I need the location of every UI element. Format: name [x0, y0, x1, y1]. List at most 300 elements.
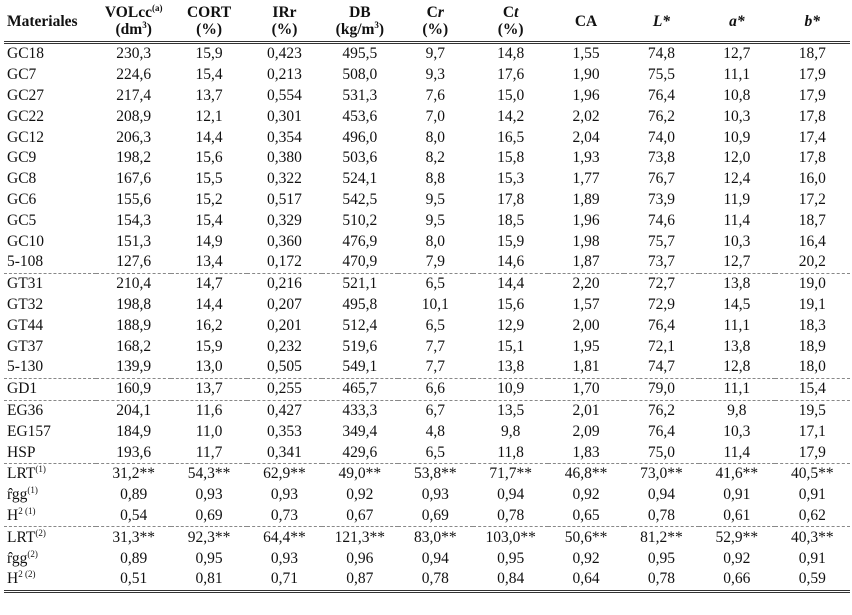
table-cell: 10,3	[723, 422, 751, 440]
table-cell: 2,02	[572, 107, 600, 125]
table-cell: 1,81	[572, 358, 600, 376]
row-label	[4, 400, 96, 421]
row-label-text: r̂gg	[7, 549, 28, 567]
table-cell: 6,5	[425, 316, 445, 334]
row-label	[4, 127, 96, 148]
table-cell: 9,8	[500, 422, 521, 440]
table-cell: 18,7	[798, 45, 826, 63]
table-cell: 160,9	[116, 380, 152, 398]
table-cell: 495,5	[342, 45, 378, 63]
row-label-text: GC6	[7, 190, 37, 208]
table-cell: 470,9	[342, 253, 378, 271]
table-cell: 46,8**	[564, 465, 608, 483]
table-cell: 204,1	[116, 401, 152, 419]
table-cell: 8,8	[425, 170, 445, 188]
table-cell: 14,4	[195, 295, 223, 313]
row-label	[4, 43, 96, 65]
table-cell: 15,6	[497, 295, 525, 313]
table-cell: 8,2	[425, 149, 445, 167]
row-label-text: 5-130	[7, 358, 44, 376]
table-cell: 14,4	[497, 275, 525, 293]
table-cell: 103,0**	[485, 528, 536, 546]
table-cell: 1,90	[572, 66, 600, 84]
table-row	[4, 378, 850, 400]
table-cell: 7,6	[425, 86, 445, 104]
table-cell: 15,5	[195, 170, 223, 188]
table-cell: 0,216	[267, 275, 302, 293]
header-title	[349, 4, 371, 21]
table-cell: 14,7	[195, 275, 223, 293]
table-cell: 10,3	[723, 232, 751, 250]
table-cell: 13,8	[723, 337, 751, 355]
row-label-text: LRT	[7, 465, 36, 483]
header-title	[187, 4, 231, 21]
header-title	[729, 13, 745, 30]
row-label-text: GT44	[7, 316, 44, 334]
table-cell: 9,5	[425, 190, 445, 208]
header-text: C	[502, 4, 515, 21]
table-cell: 73,8	[647, 149, 675, 167]
table-cell: 17,8	[798, 107, 826, 125]
table-cell: 15,4	[798, 380, 826, 398]
table-cell: 72,7	[647, 275, 675, 293]
table-cell: 206,3	[116, 128, 152, 146]
row-label-text: EG157	[7, 422, 51, 440]
row-label-text: GT31	[7, 275, 44, 293]
table-cell: 53,8**	[413, 465, 457, 483]
table-cell: 13,4	[195, 253, 223, 271]
table-cell: 12,9	[497, 316, 525, 334]
table-cell: 0,172	[267, 253, 302, 271]
table-cell: 15,8	[497, 149, 525, 167]
table-row	[4, 65, 850, 86]
table-cell: 0,427	[267, 401, 302, 419]
table-cell: 0,81	[195, 570, 223, 588]
header-title	[427, 4, 444, 21]
table-cell: 18,7	[798, 211, 826, 229]
row-label-footnote: (2)	[27, 548, 38, 559]
table-row	[4, 527, 850, 548]
table-cell: 49,0**	[338, 465, 382, 483]
table-cell: 230,3	[116, 45, 152, 63]
table-cell: 50,6**	[564, 528, 608, 546]
table-cell: 92,3**	[187, 528, 231, 546]
table-cell: 10,9	[497, 380, 525, 398]
table-cell: 83,0**	[413, 528, 457, 546]
table-cell: 4,8	[425, 422, 445, 440]
row-label-text: HSP	[7, 443, 36, 461]
row-label	[4, 421, 96, 442]
table-cell: 0,207	[267, 295, 302, 313]
table-cell: 1,96	[572, 86, 600, 104]
table-cell: 0,95	[195, 549, 223, 567]
table-cell: 10,9	[723, 128, 751, 146]
table-cell: 0,341	[267, 443, 302, 461]
table-cell: 11,6	[195, 401, 223, 419]
column-header	[473, 0, 548, 43]
table-cell: 74,0	[647, 128, 675, 146]
table-cell: 12,8	[723, 358, 751, 376]
table-cell: 0,91	[798, 549, 826, 567]
materials-table	[4, 0, 850, 593]
table-cell: 18,3	[798, 316, 826, 334]
table-cell: 0,93	[195, 486, 223, 504]
table-cell: 73,0**	[640, 465, 683, 483]
table-cell: 15,6	[195, 149, 223, 167]
header-row	[4, 0, 850, 43]
header-unit	[422, 21, 448, 38]
table-cell: 0,255	[267, 380, 302, 398]
row-label-text: LRT	[7, 528, 36, 546]
table-row	[4, 295, 850, 316]
table-cell: 0,84	[497, 570, 525, 588]
row-label-text: GT37	[7, 337, 44, 355]
unit-text: (%)	[497, 21, 524, 38]
row-label-text: GC10	[7, 232, 45, 250]
row-label-footnote: (2)	[35, 527, 46, 538]
table-cell: 52,9**	[715, 528, 759, 546]
table-cell: 0,65	[572, 506, 600, 524]
row-label-text: GC12	[7, 128, 45, 146]
table-cell: 73,7	[647, 253, 675, 271]
table-cell: 72,9	[647, 295, 675, 313]
table-row	[4, 86, 850, 107]
table-row	[4, 485, 850, 506]
table-cell: 0,423	[267, 45, 302, 63]
table-cell: 12,7	[723, 253, 751, 271]
row-label	[4, 106, 96, 127]
table-cell: 12,1	[195, 107, 223, 125]
row-label	[4, 527, 96, 548]
table-cell: 531,3	[342, 86, 378, 104]
row-label-text: 5-108	[7, 253, 44, 271]
row-label-text: GC8	[7, 170, 37, 188]
table-cell: 19,1	[798, 295, 826, 313]
table-cell: 31,2**	[112, 465, 155, 483]
table-row	[4, 506, 850, 527]
table-cell: 15,9	[195, 337, 223, 355]
table-cell: 13,0	[195, 358, 223, 376]
table-row	[4, 252, 850, 273]
row-label	[4, 357, 96, 378]
table-cell: 75,7	[647, 232, 675, 250]
table-cell: 7,9	[425, 253, 445, 271]
table-cell: 17,9	[798, 86, 826, 104]
table-cell: 0,91	[723, 486, 751, 504]
column-header	[699, 0, 774, 43]
table-cell: 31,3**	[112, 528, 155, 546]
table-cell: 188,9	[116, 316, 152, 334]
table-row	[4, 442, 850, 463]
table-cell: 510,2	[342, 211, 378, 229]
row-label	[4, 569, 96, 591]
header-unit	[336, 21, 384, 38]
table-cell: 0,92	[572, 486, 600, 504]
table-cell: 6,5	[425, 275, 445, 293]
table-cell: 512,4	[342, 316, 378, 334]
row-label	[4, 336, 96, 357]
table-cell: 6,6	[425, 380, 445, 398]
unit-tail: )	[378, 21, 385, 38]
table-cell: 14,2	[497, 107, 525, 125]
table-cell: 19,0	[798, 275, 826, 293]
table-cell: 40,3**	[790, 528, 834, 546]
table-cell: 217,4	[116, 86, 152, 104]
table-cell: 13,7	[195, 380, 223, 398]
table-cell: 15,4	[195, 66, 223, 84]
table-cell: 1,89	[572, 190, 600, 208]
table-cell: 198,8	[116, 295, 152, 313]
table-cell: 0,78	[497, 506, 525, 524]
row-label	[4, 190, 96, 211]
table-cell: 2,09	[572, 422, 600, 440]
table-cell: 13,7	[195, 86, 223, 104]
table-cell: 0,92	[723, 549, 751, 567]
table-cell: 76,7	[647, 170, 675, 188]
table-cell: 15,9	[195, 45, 223, 63]
column-header	[398, 0, 473, 43]
table-row	[4, 315, 850, 336]
table-cell: 19,5	[798, 401, 826, 419]
table-row	[4, 210, 850, 231]
row-label	[4, 506, 96, 527]
table-cell: 453,6	[342, 107, 378, 125]
table-cell: 72,1	[647, 337, 675, 355]
header-title	[805, 13, 821, 30]
table-cell: 16,4	[798, 232, 826, 250]
unit-text: (kg/m	[335, 21, 375, 38]
table-cell: 519,6	[342, 337, 378, 355]
table-cell: 12,4	[723, 170, 751, 188]
row-label	[4, 273, 96, 294]
table-cell: 0,71	[270, 570, 299, 588]
table-cell: 1,57	[572, 295, 600, 313]
table-cell: 0,213	[267, 66, 302, 84]
table-cell: 127,6	[116, 253, 152, 271]
table-cell: 75,5	[647, 66, 675, 84]
table-cell: 168,2	[116, 337, 152, 355]
header-text: VOLcc	[104, 4, 152, 21]
header-text: CA	[574, 12, 598, 30]
table-cell: 71,7**	[489, 465, 532, 483]
row-label-text: GD1	[7, 380, 38, 398]
table-cell: 1,93	[572, 149, 600, 167]
table-cell: 15,9	[497, 232, 525, 250]
table-cell: 0,360	[267, 232, 302, 250]
table-row	[4, 548, 850, 569]
table-row	[4, 231, 850, 252]
table-cell: 0,51	[120, 570, 148, 588]
row-label	[4, 169, 96, 190]
row-label-text: H	[7, 570, 19, 588]
table-cell: 167,6	[116, 170, 152, 188]
row-label-text: GC27	[7, 86, 45, 104]
table-cell: 503,6	[342, 149, 378, 167]
header-text: Materiales	[7, 12, 78, 30]
header-italic: b*	[804, 12, 820, 30]
unit-text: (%)	[196, 21, 222, 38]
table-cell: 18,0	[798, 358, 826, 376]
row-label-text: EG36	[7, 401, 44, 419]
header-text: CORT	[186, 4, 232, 21]
table-cell: 0,322	[267, 170, 302, 188]
row-label-text: GC22	[7, 107, 45, 125]
table-cell: 0,94	[497, 486, 525, 504]
table-cell: 73,9	[647, 190, 675, 208]
table-cell: 1,55	[572, 45, 600, 63]
table-row	[4, 148, 850, 169]
table-cell: 17,9	[798, 443, 826, 461]
table-cell: 8,0	[425, 232, 445, 250]
column-header	[624, 0, 699, 43]
table-cell: 0,95	[647, 549, 675, 567]
row-label	[4, 210, 96, 231]
header-title	[272, 4, 296, 21]
row-label	[4, 65, 96, 86]
table-cell: 2,20	[572, 275, 600, 293]
row-label	[4, 463, 96, 484]
table-row	[4, 463, 850, 484]
row-label-text: GC9	[7, 149, 37, 167]
table-cell: 495,8	[342, 295, 378, 313]
column-header	[96, 0, 171, 43]
table-row	[4, 106, 850, 127]
table-cell: 9,7	[425, 45, 445, 63]
table-cell: 16,0	[798, 170, 826, 188]
table-cell: 10,8	[723, 86, 751, 104]
table-cell: 139,9	[116, 358, 152, 376]
table-cell: 15,1	[497, 337, 525, 355]
table-cell: 11,4	[723, 443, 751, 461]
header-text: IRr	[272, 4, 297, 21]
table-cell: 0,89	[120, 486, 148, 504]
table-cell: 17,4	[798, 128, 826, 146]
table-cell: 0,517	[267, 190, 302, 208]
row-label	[4, 231, 96, 252]
table-cell: 1,87	[572, 253, 600, 271]
table-cell: 154,3	[116, 211, 152, 229]
table-cell: 74,7	[647, 358, 675, 376]
table-cell: 1,96	[572, 211, 600, 229]
table-row	[4, 127, 850, 148]
table-cell: 0,94	[647, 486, 675, 504]
table-row	[4, 421, 850, 442]
table-cell: 210,4	[116, 275, 152, 293]
row-label-footnote: (1)	[27, 485, 38, 496]
table-cell: 18,5	[497, 211, 525, 229]
table-cell: 0,554	[267, 86, 302, 104]
table-cell: 2,01	[572, 401, 600, 419]
table-cell: 14,9	[195, 232, 223, 250]
table-cell: 155,6	[116, 190, 152, 208]
header-unit	[498, 21, 524, 38]
header-text: DB	[349, 4, 371, 21]
table-cell: 0,201	[267, 316, 302, 334]
table-cell: 16,2	[195, 316, 223, 334]
table-cell: 0,380	[267, 149, 302, 167]
row-label	[4, 548, 96, 569]
table-cell: 0,95	[497, 549, 525, 567]
table-cell: 349,4	[342, 422, 378, 440]
row-label-text: GC7	[7, 66, 37, 84]
table-cell: 508,0	[342, 66, 378, 84]
row-label	[4, 86, 96, 107]
table-cell: 1,83	[572, 443, 600, 461]
row-label-text: GT32	[7, 295, 44, 313]
row-label	[4, 442, 96, 463]
table-cell: 184,9	[116, 422, 152, 440]
table-cell: 15,4	[195, 211, 223, 229]
table-cell: 0,73	[270, 506, 299, 524]
table-cell: 15,2	[195, 190, 223, 208]
table-cell: 0,353	[267, 422, 302, 440]
table-cell: 9,8	[727, 401, 747, 419]
column-header	[171, 0, 246, 43]
column-header	[247, 0, 322, 43]
table-cell: 17,8	[497, 190, 525, 208]
table-cell: 0,69	[195, 506, 223, 524]
table-cell: 521,1	[342, 275, 378, 293]
table-cell: 14,5	[723, 295, 751, 313]
table-cell: 0,69	[421, 506, 449, 524]
table-cell: 11,0	[195, 422, 223, 440]
table-cell: 0,93	[270, 486, 299, 504]
table-cell: 12,0	[723, 149, 751, 167]
table-cell: 1,95	[572, 337, 600, 355]
table-cell: 0,91	[798, 486, 826, 504]
table-cell: 11,1	[723, 66, 751, 84]
row-label-footnote: 2 (1)	[18, 505, 36, 516]
row-label	[4, 485, 96, 506]
row-label	[4, 295, 96, 316]
row-label	[4, 252, 96, 273]
table-cell: 1,77	[572, 170, 600, 188]
table-cell: 15,0	[497, 86, 525, 104]
table-cell: 76,4	[647, 316, 675, 334]
table-cell: 496,0	[342, 128, 378, 146]
column-header	[775, 0, 850, 43]
table-cell: 1,70	[572, 380, 600, 398]
unit-text: (%)	[422, 21, 449, 38]
table-cell: 54,3**	[187, 465, 231, 483]
table-cell: 15,3	[497, 170, 525, 188]
header-title	[105, 4, 163, 21]
table-cell: 13,5	[497, 401, 525, 419]
table-cell: 0,78	[647, 506, 675, 524]
table-cell: 76,4	[647, 422, 675, 440]
table-cell: 2,04	[572, 128, 600, 146]
row-label-text: r̂gg	[7, 486, 28, 504]
table-cell: 20,2	[798, 253, 826, 271]
row-label-text: GC5	[7, 211, 37, 229]
table-cell: 433,3	[342, 401, 378, 419]
table-cell: 7,7	[425, 337, 445, 355]
table-cell: 11,1	[723, 380, 751, 398]
header-title	[575, 13, 597, 30]
table-cell: 75,0	[647, 443, 675, 461]
table-cell: 0,329	[267, 211, 302, 229]
unit-tail: )	[146, 21, 152, 38]
header-unit	[272, 21, 298, 38]
header-text: C	[426, 4, 438, 21]
table-cell: 0,67	[346, 506, 374, 524]
table-cell: 0,64	[572, 570, 600, 588]
table-cell: 0,94	[421, 549, 449, 567]
table-row	[4, 273, 850, 294]
unit-exponent: 3	[374, 20, 379, 30]
table-cell: 8,0	[425, 128, 445, 146]
header-unit	[196, 21, 222, 38]
